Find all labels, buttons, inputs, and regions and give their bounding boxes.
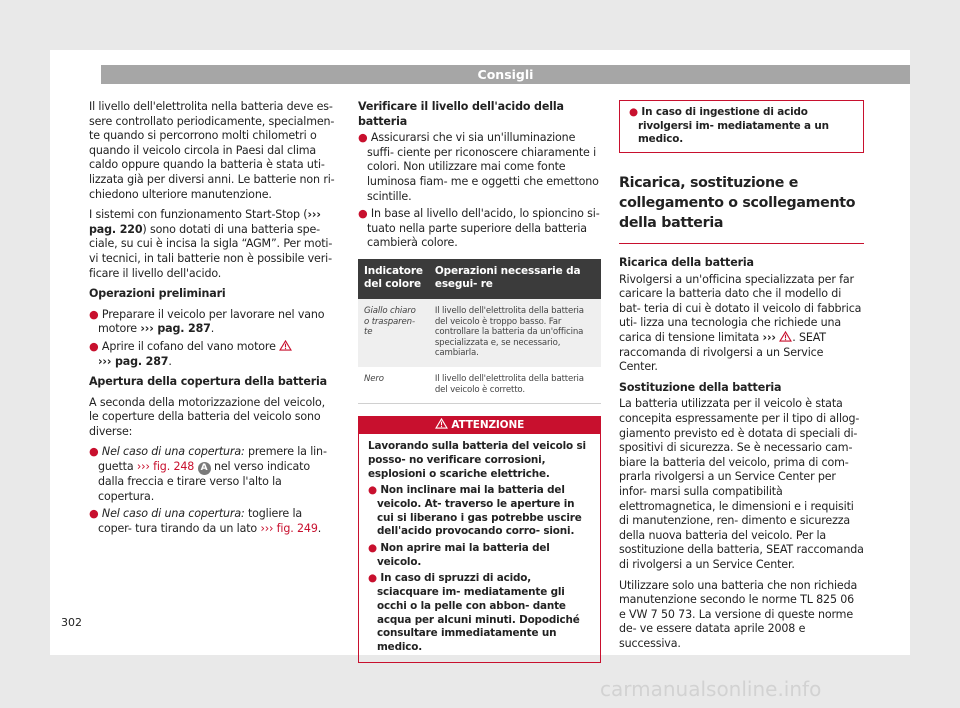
- warning-triangle-icon: [435, 418, 448, 429]
- attention-box: [358, 416, 601, 663]
- bullet-item: ● In base al livello dell'acido, lo spioncino si- tuato nella parte superiore della batteria cambierà colore.: [358, 207, 600, 250]
- page-number: 302: [61, 616, 82, 629]
- table-cell: Nero: [358, 367, 429, 404]
- attention-header: ATTENZIONE: [359, 417, 600, 434]
- warning-triangle-icon: [779, 331, 792, 342]
- paragraph-charging: Rivolgersi a un'officina specializzata per far caricare la batteria dato che il modello di bat- teria di cui è dotato il veicolo di fabbrica uti- lizza una tecnologia che richiede una carica di tensione limitata ››› . SEAT raccomanda di rivolgersi a un Service Center.: [619, 272, 862, 374]
- bullet-dot-icon: ●: [89, 445, 99, 459]
- bullet-dot-icon: ●: [89, 339, 99, 353]
- bullet-item: ● Non inclinare mai la batteria del veicolo. At- traverso le aperture in cui si liberano i gas potrebbe uscire dell'acido provocando corro- sioni.: [368, 484, 582, 538]
- bullet-item: ● Aprire il cofano del vano motore ››› pag. 287.: [89, 340, 335, 369]
- section-header: Consigli: [101, 65, 910, 84]
- table-row: [358, 299, 601, 367]
- bullet-dot-icon: ●: [629, 106, 638, 118]
- table-cell: Il livello dell'elettrolita della batteria del veicolo è corretto.: [429, 367, 601, 404]
- watermark: carmanualsonline.info: [600, 677, 822, 701]
- table-cell: Giallo chiaro o trasparen- te: [358, 299, 429, 367]
- page-reference[interactable]: ››› pag. 287: [140, 322, 211, 336]
- figure-reference[interactable]: ››› fig. 248: [136, 460, 195, 474]
- paragraph-standards: Utilizzare solo una batteria che non richieda manutenzione secondo le norme TL 825 06 e VW 7 50 73. La versione di queste norme de- ve essere datata aprile 2008 e successiva.: [619, 578, 858, 650]
- bullet-dot-icon: ●: [368, 572, 377, 585]
- page-reference[interactable]: ››› pag. 287: [98, 354, 169, 368]
- paragraph-start-stop: I sistemi con funzionamento Start-Stop (››› pag. 220) sono dotati di una batteria spe- ciale, su cui è incisa la sigla “AGM”. Per moti- vi tecnici, in tali batterie non è possibile veri- ficare il livello dell'acido.: [89, 208, 333, 280]
- paragraph-electrolyte: Il livello dell'elettrolita nella batteria deve es- sere controllato periodicamente, specialmen- te quando si percorrono molti chilometri o quando il veicolo circola in Paesi dal clima caldo oppure quando la batteria è stata uti- lizzata già per diversi anni. Le batterie non ri- chiedono ulteriore manutenzione.: [89, 100, 335, 201]
- figure-reference[interactable]: ››› fig. 249: [260, 521, 318, 535]
- heading-acid-level: Verificare il livello dell'acido della batteria: [358, 100, 564, 128]
- bullet-dot-icon: ●: [358, 131, 368, 145]
- bullet-dot-icon: ●: [368, 542, 377, 555]
- column-middle: [358, 100, 601, 663]
- paragraph-cover: A seconda della motorizzazione del veicolo, le coperture della batteria del veicolo sono diverse:: [89, 395, 326, 438]
- table-header: Indicatore del colore: [358, 259, 429, 299]
- heading-replacement: Sostituzione della batteria: [619, 380, 782, 394]
- heading-charging: Ricarica della batteria: [619, 256, 754, 270]
- paragraph-replacement: La batteria utilizzata per il veicolo è stata concepita espressamente per il tipo di allog- giamento previsto ed è dotata di speciali di- spositivi di sicurezza. Se è necessario cam- biare la batteria del veicolo, prima di com- prarla rivolgersi a un Service Center per infor- marsi sulla compatibilità elettromagnetica, le dimensioni e i requisiti di manutenzione, ren- dimento e sicurezza della nuova batteria del veicolo. Per la sostituzione della batteria, SEAT raccomanda di rivolgersi a un Service Center.: [619, 397, 864, 571]
- table-header: Operazioni necessarie da esegui- re: [429, 259, 601, 299]
- bullet-dot-icon: ●: [89, 307, 99, 321]
- bullet-dot-icon: ●: [368, 484, 377, 497]
- warning-triangle-icon: [279, 340, 292, 351]
- heading-cover-opening: Apertura della copertura della batteria: [89, 375, 328, 389]
- bullet-item: ● Non aprire mai la batteria del veicolo.: [368, 542, 550, 568]
- callout-a-icon: A: [198, 462, 211, 475]
- bullet-item: ● In caso di spruzzi di acido, sciacquare im- mediatamente gli occhi o la pelle con abbon- dante acqua per alcuni minuti. Dopodiché consultare immediatamente un medico.: [368, 572, 580, 653]
- column-left: [89, 100, 335, 539]
- bullet-item: ● In caso di ingestione di acido rivolgersi im- mediatamente a un medico.: [629, 106, 829, 146]
- reference-arrow[interactable]: ›››: [762, 331, 776, 345]
- bullet-item: ● Nel caso di una copertura: togliere la coper- tura tirando da un lato ››› fig. 249.: [89, 507, 322, 535]
- attention-continuation-box: [619, 100, 864, 153]
- table-row: [358, 367, 601, 404]
- bullet-item: ● Nel caso di una copertura: premere la lin- guetta ››› fig. 248 A nel verso indicato dalla freccia e tirare verso l'alto la copertura.: [89, 445, 327, 503]
- attention-body: Lavorando sulla batteria del veicolo si posso- no verificare corrosioni, esplosioni o scariche elettriche. ● Non inclinare mai la batteria del veicolo. At- traverso le aperture in cui si liberano i gas potrebbe uscire dell'acido provocando corro- sioni. ● Non aprire mai la batteria del veicolo. ● In caso di spruzzi di acido, sciacquare im- mediatamente gli occhi o la pelle con abbon- dante acqua per alcuni minuti. Dopodiché consultare immediatamente un medico.: [359, 434, 600, 662]
- column-right: [619, 100, 864, 658]
- section-title: Ricarica, sostituzione e collegamento o scollegamento della batteria: [619, 173, 864, 244]
- heading-preliminary: Operazioni preliminari: [89, 287, 226, 301]
- bullet-dot-icon: ●: [89, 507, 99, 521]
- bullet-item: ● Preparare il veicolo per lavorare nel vano motore ››› pag. 287.: [89, 307, 325, 336]
- page-reference[interactable]: ››› pag. 220: [89, 208, 321, 236]
- bullet-item: ● Assicurarsi che vi sia un'illuminazione suffi- ciente per riconoscere chiaramente i colori. Non utilizzare mai come fonte luminosa fiam- me e oggetti che emettono scintille.: [358, 131, 599, 203]
- color-indicator-table: [358, 259, 601, 404]
- table-cell: Il livello dell'elettrolita della batteria del veicolo è troppo basso. Far controllare la batteria da un'officina specializzata e, se necessario, cambiarla.: [429, 299, 601, 367]
- bullet-dot-icon: ●: [358, 207, 368, 221]
- manual-page: [50, 50, 910, 655]
